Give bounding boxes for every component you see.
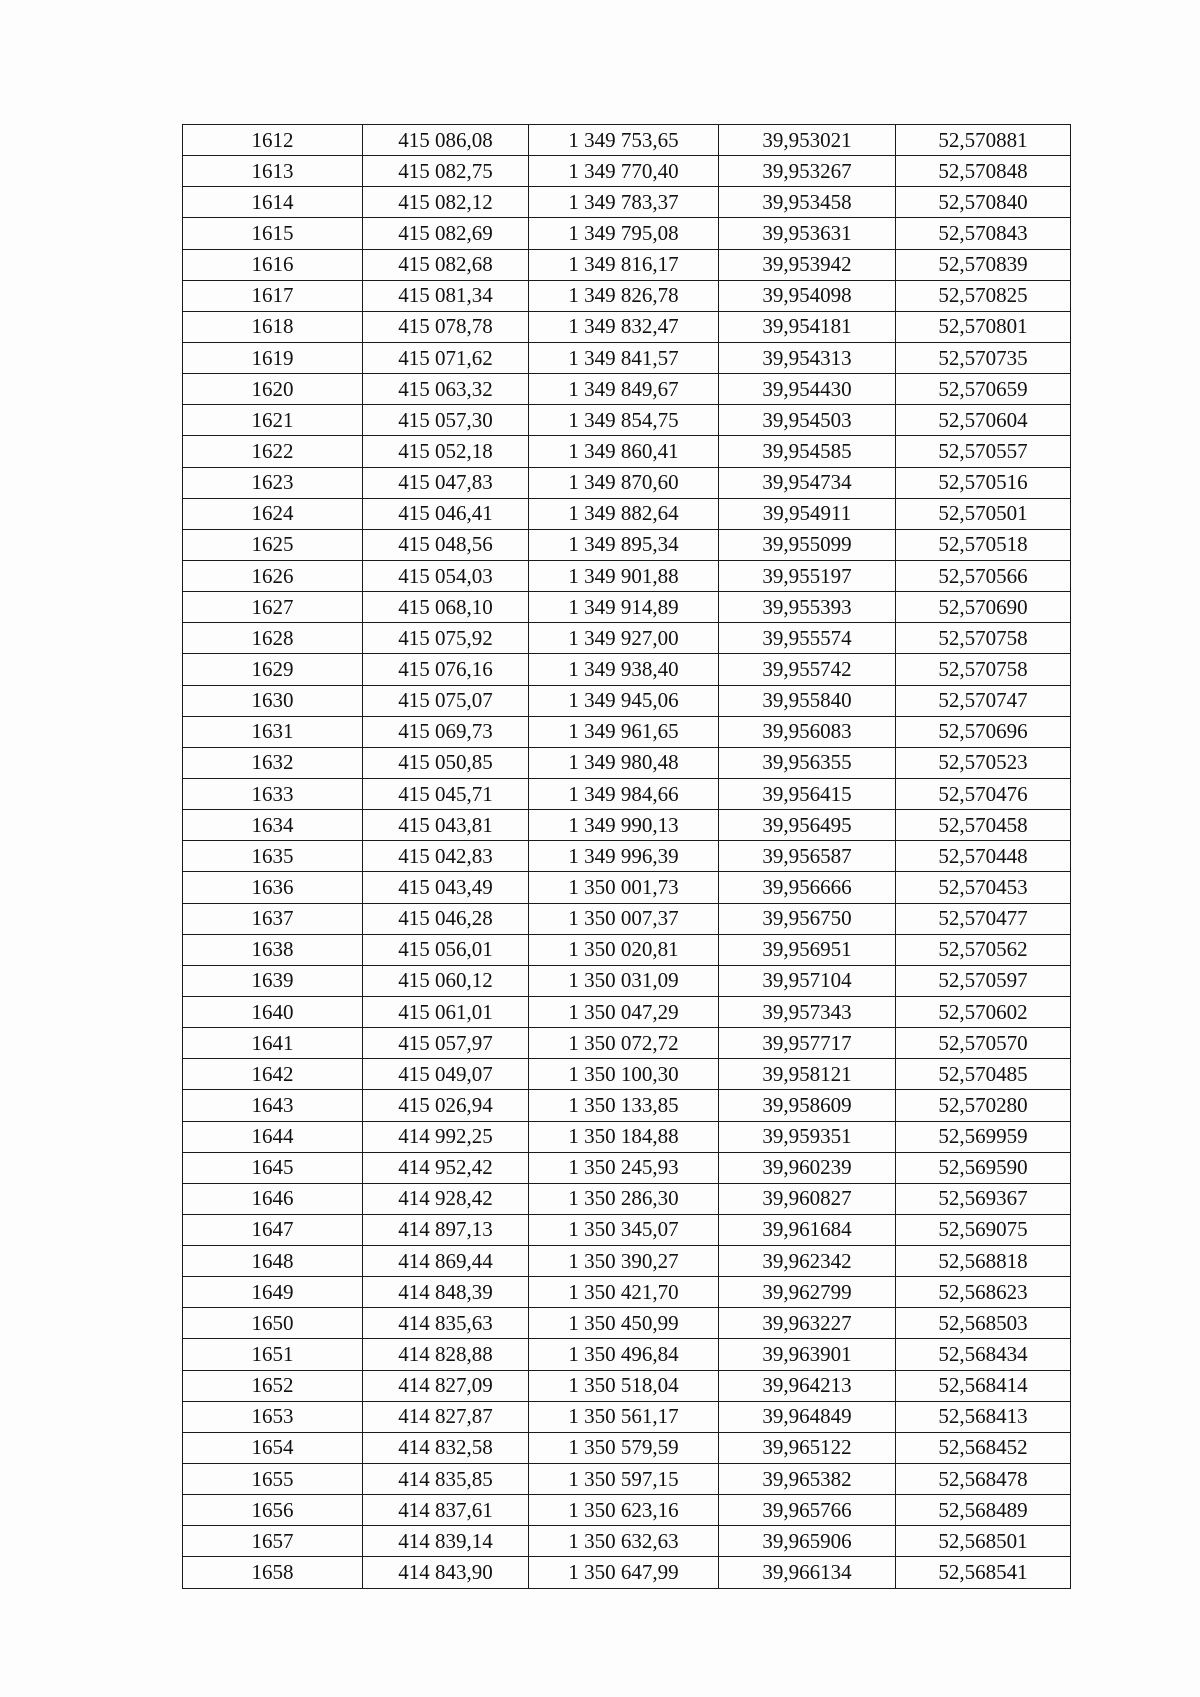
y-coordinate-cell: 1 349 795,08	[529, 218, 719, 249]
point-number-cell: 1645	[183, 1152, 363, 1183]
x-coordinate-cell: 414 832,58	[363, 1432, 529, 1463]
y-coordinate-cell: 1 350 496,84	[529, 1339, 719, 1370]
x-coordinate-cell: 415 082,75	[363, 156, 529, 187]
point-number-cell: 1649	[183, 1277, 363, 1308]
latitude-cell: 52,570570	[896, 1028, 1071, 1059]
x-coordinate-cell: 414 897,13	[363, 1214, 529, 1245]
table-row	[183, 623, 1071, 654]
longitude-cell: 39,966134	[719, 1557, 896, 1588]
table-row	[183, 249, 1071, 280]
x-coordinate-cell: 414 835,85	[363, 1464, 529, 1495]
point-number-cell: 1628	[183, 623, 363, 654]
x-coordinate-cell: 415 047,83	[363, 467, 529, 498]
longitude-cell: 39,955099	[719, 529, 896, 560]
table-row	[183, 934, 1071, 965]
latitude-cell: 52,568452	[896, 1432, 1071, 1463]
x-coordinate-cell: 415 063,32	[363, 374, 529, 405]
longitude-cell: 39,965382	[719, 1464, 896, 1495]
table-row	[183, 156, 1071, 187]
y-coordinate-cell: 1 350 184,88	[529, 1121, 719, 1152]
table-row	[183, 280, 1071, 311]
latitude-cell: 52,570516	[896, 467, 1071, 498]
y-coordinate-cell: 1 349 770,40	[529, 156, 719, 187]
point-number-cell: 1636	[183, 872, 363, 903]
y-coordinate-cell: 1 350 623,16	[529, 1495, 719, 1526]
point-number-cell: 1639	[183, 965, 363, 996]
y-coordinate-cell: 1 349 980,48	[529, 747, 719, 778]
latitude-cell: 52,569367	[896, 1183, 1071, 1214]
longitude-cell: 39,965766	[719, 1495, 896, 1526]
x-coordinate-cell: 415 050,85	[363, 747, 529, 778]
longitude-cell: 39,953021	[719, 125, 896, 156]
x-coordinate-cell: 415 057,30	[363, 405, 529, 436]
latitude-cell: 52,569959	[896, 1121, 1071, 1152]
x-coordinate-cell: 415 076,16	[363, 654, 529, 685]
table-row	[183, 778, 1071, 809]
x-coordinate-cell: 415 078,78	[363, 311, 529, 342]
latitude-cell: 52,568489	[896, 1495, 1071, 1526]
point-number-cell: 1635	[183, 841, 363, 872]
point-number-cell: 1612	[183, 125, 363, 156]
longitude-cell: 39,957717	[719, 1028, 896, 1059]
point-number-cell: 1621	[183, 405, 363, 436]
latitude-cell: 52,570758	[896, 654, 1071, 685]
longitude-cell: 39,955574	[719, 623, 896, 654]
latitude-cell: 52,570843	[896, 218, 1071, 249]
y-coordinate-cell: 1 350 632,63	[529, 1526, 719, 1557]
x-coordinate-cell: 414 952,42	[363, 1152, 529, 1183]
latitude-cell: 52,570602	[896, 996, 1071, 1027]
y-coordinate-cell: 1 349 961,65	[529, 716, 719, 747]
longitude-cell: 39,953942	[719, 249, 896, 280]
y-coordinate-cell: 1 350 047,29	[529, 996, 719, 1027]
latitude-cell: 52,570690	[896, 592, 1071, 623]
point-number-cell: 1644	[183, 1121, 363, 1152]
latitude-cell: 52,570458	[896, 810, 1071, 841]
longitude-cell: 39,956495	[719, 810, 896, 841]
table-row	[183, 405, 1071, 436]
latitude-cell: 52,570659	[896, 374, 1071, 405]
longitude-cell: 39,965906	[719, 1526, 896, 1557]
table-row	[183, 965, 1071, 996]
point-number-cell: 1648	[183, 1246, 363, 1277]
point-number-cell: 1634	[183, 810, 363, 841]
y-coordinate-cell: 1 350 245,93	[529, 1152, 719, 1183]
x-coordinate-cell: 415 082,12	[363, 187, 529, 218]
table-row	[183, 311, 1071, 342]
longitude-cell: 39,954585	[719, 436, 896, 467]
x-coordinate-cell: 415 042,83	[363, 841, 529, 872]
latitude-cell: 52,570518	[896, 529, 1071, 560]
x-coordinate-cell: 414 827,09	[363, 1370, 529, 1401]
latitude-cell: 52,570840	[896, 187, 1071, 218]
y-coordinate-cell: 1 350 100,30	[529, 1059, 719, 1090]
y-coordinate-cell: 1 349 832,47	[529, 311, 719, 342]
x-coordinate-cell: 415 069,73	[363, 716, 529, 747]
point-number-cell: 1627	[183, 592, 363, 623]
latitude-cell: 52,570604	[896, 405, 1071, 436]
longitude-cell: 39,963901	[719, 1339, 896, 1370]
latitude-cell: 52,570839	[896, 249, 1071, 280]
table-row	[183, 1121, 1071, 1152]
table-row	[183, 1277, 1071, 1308]
point-number-cell: 1650	[183, 1308, 363, 1339]
coordinates-table-body	[183, 125, 1071, 1589]
x-coordinate-cell: 415 082,68	[363, 249, 529, 280]
longitude-cell: 39,964849	[719, 1401, 896, 1432]
x-coordinate-cell: 415 060,12	[363, 965, 529, 996]
table-row	[183, 1059, 1071, 1090]
longitude-cell: 39,953631	[719, 218, 896, 249]
point-number-cell: 1640	[183, 996, 363, 1027]
y-coordinate-cell: 1 349 895,34	[529, 529, 719, 560]
point-number-cell: 1629	[183, 654, 363, 685]
latitude-cell: 52,570597	[896, 965, 1071, 996]
table-row	[183, 218, 1071, 249]
longitude-cell: 39,960827	[719, 1183, 896, 1214]
y-coordinate-cell: 1 350 421,70	[529, 1277, 719, 1308]
y-coordinate-cell: 1 349 753,65	[529, 125, 719, 156]
latitude-cell: 52,570881	[896, 125, 1071, 156]
longitude-cell: 39,955742	[719, 654, 896, 685]
point-number-cell: 1651	[183, 1339, 363, 1370]
latitude-cell: 52,568478	[896, 1464, 1071, 1495]
point-number-cell: 1638	[183, 934, 363, 965]
latitude-cell: 52,568414	[896, 1370, 1071, 1401]
y-coordinate-cell: 1 350 561,17	[529, 1401, 719, 1432]
latitude-cell: 52,570566	[896, 560, 1071, 591]
table-row	[183, 560, 1071, 591]
y-coordinate-cell: 1 349 914,89	[529, 592, 719, 623]
latitude-cell: 52,570825	[896, 280, 1071, 311]
point-number-cell: 1618	[183, 311, 363, 342]
latitude-cell: 52,570448	[896, 841, 1071, 872]
latitude-cell: 52,568818	[896, 1246, 1071, 1277]
x-coordinate-cell: 415 061,01	[363, 996, 529, 1027]
point-number-cell: 1655	[183, 1464, 363, 1495]
table-row	[183, 716, 1071, 747]
y-coordinate-cell: 1 350 286,30	[529, 1183, 719, 1214]
longitude-cell: 39,954430	[719, 374, 896, 405]
table-row	[183, 1401, 1071, 1432]
x-coordinate-cell: 415 046,28	[363, 903, 529, 934]
table-row	[183, 685, 1071, 716]
longitude-cell: 39,958121	[719, 1059, 896, 1090]
latitude-cell: 52,568623	[896, 1277, 1071, 1308]
point-number-cell: 1625	[183, 529, 363, 560]
y-coordinate-cell: 1 350 345,07	[529, 1214, 719, 1245]
x-coordinate-cell: 415 048,56	[363, 529, 529, 560]
y-coordinate-cell: 1 349 938,40	[529, 654, 719, 685]
latitude-cell: 52,570557	[896, 436, 1071, 467]
table-row	[183, 903, 1071, 934]
table-row	[183, 1464, 1071, 1495]
x-coordinate-cell: 415 071,62	[363, 342, 529, 373]
longitude-cell: 39,955197	[719, 560, 896, 591]
latitude-cell: 52,568434	[896, 1339, 1071, 1370]
latitude-cell: 52,568503	[896, 1308, 1071, 1339]
table-row	[183, 1028, 1071, 1059]
x-coordinate-cell: 415 054,03	[363, 560, 529, 591]
y-coordinate-cell: 1 350 390,27	[529, 1246, 719, 1277]
table-row	[183, 1557, 1071, 1588]
latitude-cell: 52,568541	[896, 1557, 1071, 1588]
longitude-cell: 39,961684	[719, 1214, 896, 1245]
x-coordinate-cell: 415 082,69	[363, 218, 529, 249]
latitude-cell: 52,570801	[896, 311, 1071, 342]
x-coordinate-cell: 415 049,07	[363, 1059, 529, 1090]
table-row	[183, 592, 1071, 623]
longitude-cell: 39,954098	[719, 280, 896, 311]
x-coordinate-cell: 414 827,87	[363, 1401, 529, 1432]
latitude-cell: 52,570696	[896, 716, 1071, 747]
table-row	[183, 1090, 1071, 1121]
table-row	[183, 529, 1071, 560]
longitude-cell: 39,954313	[719, 342, 896, 373]
point-number-cell: 1653	[183, 1401, 363, 1432]
x-coordinate-cell: 415 045,71	[363, 778, 529, 809]
y-coordinate-cell: 1 350 072,72	[529, 1028, 719, 1059]
latitude-cell: 52,570735	[896, 342, 1071, 373]
x-coordinate-cell: 415 057,97	[363, 1028, 529, 1059]
longitude-cell: 39,959351	[719, 1121, 896, 1152]
table-row	[183, 498, 1071, 529]
point-number-cell: 1619	[183, 342, 363, 373]
x-coordinate-cell: 415 046,41	[363, 498, 529, 529]
latitude-cell: 52,570476	[896, 778, 1071, 809]
latitude-cell: 52,570485	[896, 1059, 1071, 1090]
x-coordinate-cell: 415 068,10	[363, 592, 529, 623]
latitude-cell: 52,568501	[896, 1526, 1071, 1557]
table-row	[183, 374, 1071, 405]
x-coordinate-cell: 415 075,07	[363, 685, 529, 716]
longitude-cell: 39,955393	[719, 592, 896, 623]
point-number-cell: 1626	[183, 560, 363, 591]
table-row	[183, 1495, 1071, 1526]
point-number-cell: 1624	[183, 498, 363, 529]
x-coordinate-cell: 414 837,61	[363, 1495, 529, 1526]
table-row	[183, 1214, 1071, 1245]
y-coordinate-cell: 1 349 783,37	[529, 187, 719, 218]
latitude-cell: 52,568413	[896, 1401, 1071, 1432]
latitude-cell: 52,570453	[896, 872, 1071, 903]
longitude-cell: 39,963227	[719, 1308, 896, 1339]
x-coordinate-cell: 415 086,08	[363, 125, 529, 156]
longitude-cell: 39,957343	[719, 996, 896, 1027]
y-coordinate-cell: 1 349 882,64	[529, 498, 719, 529]
point-number-cell: 1616	[183, 249, 363, 280]
longitude-cell: 39,953267	[719, 156, 896, 187]
x-coordinate-cell: 414 869,44	[363, 1246, 529, 1277]
x-coordinate-cell: 415 026,94	[363, 1090, 529, 1121]
x-coordinate-cell: 415 043,49	[363, 872, 529, 903]
table-row	[183, 125, 1071, 156]
longitude-cell: 39,956666	[719, 872, 896, 903]
longitude-cell: 39,964213	[719, 1370, 896, 1401]
table-row	[183, 1308, 1071, 1339]
point-number-cell: 1613	[183, 156, 363, 187]
point-number-cell: 1620	[183, 374, 363, 405]
longitude-cell: 39,956355	[719, 747, 896, 778]
x-coordinate-cell: 414 848,39	[363, 1277, 529, 1308]
longitude-cell: 39,956415	[719, 778, 896, 809]
longitude-cell: 39,954181	[719, 311, 896, 342]
point-number-cell: 1637	[183, 903, 363, 934]
longitude-cell: 39,958609	[719, 1090, 896, 1121]
x-coordinate-cell: 415 043,81	[363, 810, 529, 841]
point-number-cell: 1658	[183, 1557, 363, 1588]
point-number-cell: 1646	[183, 1183, 363, 1214]
point-number-cell: 1632	[183, 747, 363, 778]
point-number-cell: 1656	[183, 1495, 363, 1526]
x-coordinate-cell: 414 828,88	[363, 1339, 529, 1370]
longitude-cell: 39,956750	[719, 903, 896, 934]
table-row	[183, 342, 1071, 373]
y-coordinate-cell: 1 349 816,17	[529, 249, 719, 280]
table-row	[183, 1152, 1071, 1183]
longitude-cell: 39,960239	[719, 1152, 896, 1183]
point-number-cell: 1623	[183, 467, 363, 498]
y-coordinate-cell: 1 349 927,00	[529, 623, 719, 654]
point-number-cell: 1641	[183, 1028, 363, 1059]
longitude-cell: 39,956951	[719, 934, 896, 965]
x-coordinate-cell: 415 052,18	[363, 436, 529, 467]
point-number-cell: 1631	[183, 716, 363, 747]
point-number-cell: 1643	[183, 1090, 363, 1121]
point-number-cell: 1652	[183, 1370, 363, 1401]
y-coordinate-cell: 1 350 020,81	[529, 934, 719, 965]
point-number-cell: 1615	[183, 218, 363, 249]
longitude-cell: 39,954503	[719, 405, 896, 436]
table-row	[183, 1370, 1071, 1401]
y-coordinate-cell: 1 350 031,09	[529, 965, 719, 996]
point-number-cell: 1622	[183, 436, 363, 467]
x-coordinate-cell: 414 835,63	[363, 1308, 529, 1339]
table-row	[183, 436, 1071, 467]
y-coordinate-cell: 1 349 841,57	[529, 342, 719, 373]
table-row	[183, 1526, 1071, 1557]
latitude-cell: 52,570747	[896, 685, 1071, 716]
y-coordinate-cell: 1 350 007,37	[529, 903, 719, 934]
table-row	[183, 1246, 1071, 1277]
y-coordinate-cell: 1 349 870,60	[529, 467, 719, 498]
table-row	[183, 841, 1071, 872]
y-coordinate-cell: 1 349 849,67	[529, 374, 719, 405]
table-row	[183, 1432, 1071, 1463]
longitude-cell: 39,962799	[719, 1277, 896, 1308]
point-number-cell: 1647	[183, 1214, 363, 1245]
latitude-cell: 52,569590	[896, 1152, 1071, 1183]
table-row	[183, 872, 1071, 903]
x-coordinate-cell: 414 843,90	[363, 1557, 529, 1588]
table-row	[183, 187, 1071, 218]
x-coordinate-cell: 414 928,42	[363, 1183, 529, 1214]
y-coordinate-cell: 1 350 133,85	[529, 1090, 719, 1121]
longitude-cell: 39,965122	[719, 1432, 896, 1463]
longitude-cell: 39,962342	[719, 1246, 896, 1277]
x-coordinate-cell: 415 075,92	[363, 623, 529, 654]
latitude-cell: 52,570848	[896, 156, 1071, 187]
table-row	[183, 654, 1071, 685]
point-number-cell: 1633	[183, 778, 363, 809]
y-coordinate-cell: 1 349 984,66	[529, 778, 719, 809]
y-coordinate-cell: 1 349 860,41	[529, 436, 719, 467]
y-coordinate-cell: 1 350 579,59	[529, 1432, 719, 1463]
y-coordinate-cell: 1 350 597,15	[529, 1464, 719, 1495]
latitude-cell: 52,570562	[896, 934, 1071, 965]
longitude-cell: 39,954911	[719, 498, 896, 529]
longitude-cell: 39,956587	[719, 841, 896, 872]
point-number-cell: 1614	[183, 187, 363, 218]
table-row	[183, 810, 1071, 841]
y-coordinate-cell: 1 349 901,88	[529, 560, 719, 591]
longitude-cell: 39,955840	[719, 685, 896, 716]
y-coordinate-cell: 1 349 945,06	[529, 685, 719, 716]
y-coordinate-cell: 1 350 647,99	[529, 1557, 719, 1588]
y-coordinate-cell: 1 350 450,99	[529, 1308, 719, 1339]
x-coordinate-cell: 414 992,25	[363, 1121, 529, 1152]
point-number-cell: 1657	[183, 1526, 363, 1557]
latitude-cell: 52,570523	[896, 747, 1071, 778]
y-coordinate-cell: 1 349 826,78	[529, 280, 719, 311]
y-coordinate-cell: 1 349 990,13	[529, 810, 719, 841]
table-row	[183, 1339, 1071, 1370]
y-coordinate-cell: 1 350 518,04	[529, 1370, 719, 1401]
latitude-cell: 52,570758	[896, 623, 1071, 654]
longitude-cell: 39,954734	[719, 467, 896, 498]
x-coordinate-cell: 415 056,01	[363, 934, 529, 965]
table-row	[183, 467, 1071, 498]
y-coordinate-cell: 1 349 996,39	[529, 841, 719, 872]
point-number-cell: 1630	[183, 685, 363, 716]
point-number-cell: 1642	[183, 1059, 363, 1090]
latitude-cell: 52,569075	[896, 1214, 1071, 1245]
y-coordinate-cell: 1 349 854,75	[529, 405, 719, 436]
longitude-cell: 39,953458	[719, 187, 896, 218]
x-coordinate-cell: 415 081,34	[363, 280, 529, 311]
table-row	[183, 747, 1071, 778]
longitude-cell: 39,957104	[719, 965, 896, 996]
latitude-cell: 52,570280	[896, 1090, 1071, 1121]
latitude-cell: 52,570501	[896, 498, 1071, 529]
x-coordinate-cell: 414 839,14	[363, 1526, 529, 1557]
table-row	[183, 996, 1071, 1027]
table-row	[183, 1183, 1071, 1214]
longitude-cell: 39,956083	[719, 716, 896, 747]
coordinates-table	[182, 124, 1071, 1589]
point-number-cell: 1617	[183, 280, 363, 311]
point-number-cell: 1654	[183, 1432, 363, 1463]
y-coordinate-cell: 1 350 001,73	[529, 872, 719, 903]
latitude-cell: 52,570477	[896, 903, 1071, 934]
